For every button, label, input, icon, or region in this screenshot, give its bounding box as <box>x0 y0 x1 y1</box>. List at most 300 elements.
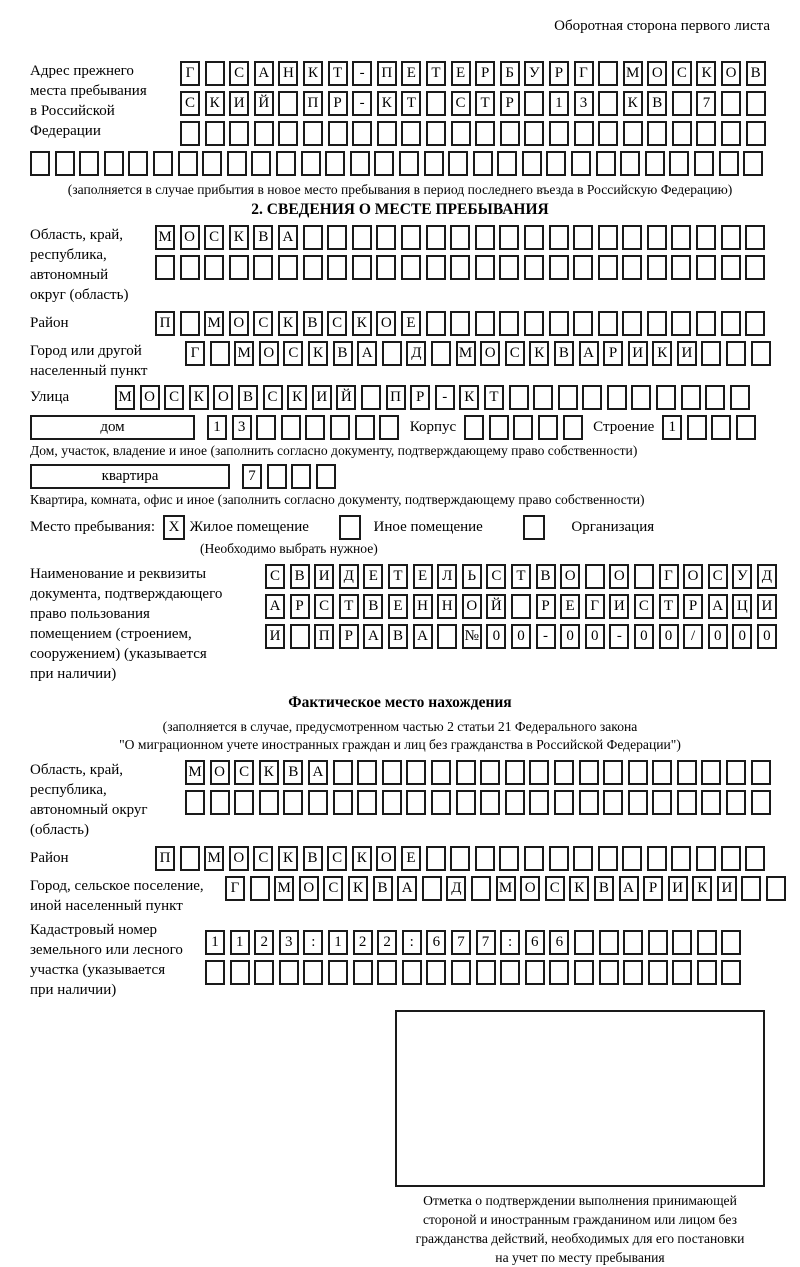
char-box: Р <box>290 594 310 619</box>
char-box: Е <box>560 594 580 619</box>
char-box <box>585 564 605 589</box>
checkbox-zhiloe: X <box>163 515 185 540</box>
char-box: Р <box>475 61 495 86</box>
char-box <box>333 790 353 815</box>
char-box <box>426 121 446 146</box>
char-box: : <box>402 930 422 955</box>
char-box <box>308 790 328 815</box>
char-box: 6 <box>525 930 545 955</box>
char-box <box>229 255 249 280</box>
char-box: И <box>668 876 688 901</box>
char-box <box>55 151 75 176</box>
char-box: И <box>677 341 697 366</box>
char-box: М <box>456 341 476 366</box>
char-box: Р <box>603 341 623 366</box>
char-box <box>499 846 519 871</box>
char-box: Б <box>500 61 520 86</box>
char-box <box>533 385 553 410</box>
char-box <box>328 960 348 985</box>
char-box <box>573 846 593 871</box>
char-box <box>451 121 471 146</box>
char-box: К <box>529 341 549 366</box>
char-box: Г <box>585 594 605 619</box>
char-box <box>406 760 426 785</box>
option-inoe-label: Иное помещение <box>373 519 483 535</box>
char-box: С <box>253 846 273 871</box>
char-box: М <box>155 225 175 250</box>
char-box: 2 <box>353 930 373 955</box>
char-box <box>603 790 623 815</box>
char-box <box>549 846 569 871</box>
mesto-hint: (Необходимо выбрать нужное) <box>200 541 378 556</box>
char-box: О <box>229 311 249 336</box>
char-box <box>582 385 602 410</box>
char-box <box>505 760 525 785</box>
char-box <box>538 415 558 440</box>
char-box <box>305 415 325 440</box>
char-box: 0 <box>486 624 506 649</box>
char-box: - <box>536 624 556 649</box>
char-box <box>330 415 350 440</box>
char-box: Р <box>410 385 430 410</box>
char-box: О <box>721 61 741 86</box>
char-box: С <box>229 61 249 86</box>
char-box: Т <box>388 564 408 589</box>
char-box <box>499 255 519 280</box>
char-box <box>554 760 574 785</box>
doc-row-1 <box>265 564 781 589</box>
prev-address-row-1 <box>180 61 770 86</box>
char-box <box>303 255 323 280</box>
char-box <box>178 151 198 176</box>
char-box <box>648 930 668 955</box>
char-box: И <box>717 876 737 901</box>
char-box: И <box>757 594 777 619</box>
char-box: О <box>462 594 482 619</box>
stroenie-label: Строение <box>593 419 655 435</box>
char-box: Т <box>401 91 421 116</box>
char-box <box>743 151 763 176</box>
char-box: 2 <box>254 930 274 955</box>
char-box <box>180 255 200 280</box>
char-box: Е <box>401 61 421 86</box>
char-box: 0 <box>585 624 605 649</box>
char-box <box>377 960 397 985</box>
char-box: 0 <box>708 624 728 649</box>
char-box <box>620 151 640 176</box>
char-box <box>205 960 225 985</box>
char-box <box>598 225 618 250</box>
char-box <box>571 151 591 176</box>
char-box <box>301 151 321 176</box>
char-box <box>623 960 643 985</box>
char-box <box>473 151 493 176</box>
char-box <box>406 790 426 815</box>
fact-oblast-rows <box>185 760 775 820</box>
char-box <box>607 385 627 410</box>
kvartira-field: квартира <box>30 464 230 489</box>
char-box <box>647 225 667 250</box>
char-box: П <box>155 311 175 336</box>
char-box <box>558 385 578 410</box>
char-box <box>681 385 701 410</box>
char-box <box>422 876 442 901</box>
char-box <box>399 151 419 176</box>
char-box <box>726 790 746 815</box>
page-side-note: Оборотная сторона первого листа <box>554 18 770 34</box>
char-box: Н <box>437 594 457 619</box>
char-box: С <box>486 564 506 589</box>
char-box: П <box>377 61 397 86</box>
char-box <box>745 225 765 250</box>
char-box: К <box>303 61 323 86</box>
char-box: С <box>505 341 525 366</box>
char-box <box>672 91 692 116</box>
char-box: О <box>299 876 319 901</box>
fact-gorod-label: Город, сельское поселение, иной населенный пункт <box>30 878 204 914</box>
char-box <box>671 255 691 280</box>
char-box: С <box>451 91 471 116</box>
char-box <box>721 930 741 955</box>
char-box <box>766 876 786 901</box>
char-box <box>598 311 618 336</box>
char-box <box>647 311 667 336</box>
fact-title: Фактическое место нахождения <box>288 694 512 711</box>
char-box <box>741 876 761 901</box>
ulitsa-label: Улица <box>30 389 70 405</box>
char-box <box>450 311 470 336</box>
char-box <box>672 930 692 955</box>
char-box: Р <box>328 91 348 116</box>
char-box: К <box>278 311 298 336</box>
char-box: 3 <box>279 930 299 955</box>
char-box: К <box>692 876 712 901</box>
char-box <box>357 790 377 815</box>
char-box <box>751 760 771 785</box>
char-box <box>254 960 274 985</box>
oblast-row-1 <box>155 225 770 250</box>
char-box <box>456 760 476 785</box>
char-box <box>574 121 594 146</box>
char-box: О <box>376 311 396 336</box>
char-box <box>554 790 574 815</box>
char-box <box>500 121 520 146</box>
fact-oblast-block <box>30 760 770 846</box>
char-box <box>325 151 345 176</box>
char-box: К <box>287 385 307 410</box>
char-box: К <box>205 91 225 116</box>
mesto-block <box>30 515 770 540</box>
char-box <box>573 311 593 336</box>
char-box: И <box>229 91 249 116</box>
char-box: - <box>352 91 372 116</box>
char-box <box>701 341 721 366</box>
raion-block <box>30 311 770 341</box>
char-box: С <box>164 385 184 410</box>
char-box <box>79 151 99 176</box>
char-box: В <box>333 341 353 366</box>
char-box <box>623 121 643 146</box>
char-box <box>509 385 529 410</box>
char-box <box>230 960 250 985</box>
char-box: Ь <box>462 564 482 589</box>
char-box <box>278 121 298 146</box>
stamp-caption: Отметка о подтверждении выполнения принимающей стороной и иностранным гражданином или лицом без гражданства действий, необходимых для его постановки на учет по месту пребывания <box>415 1193 745 1265</box>
char-box <box>424 151 444 176</box>
char-box <box>546 151 566 176</box>
char-box: В <box>363 594 383 619</box>
char-box: В <box>253 225 273 250</box>
char-box <box>431 760 451 785</box>
char-box <box>622 255 642 280</box>
char-box <box>598 255 618 280</box>
prev-address-row-4 <box>30 151 770 176</box>
char-box <box>669 151 689 176</box>
char-box <box>603 760 623 785</box>
char-box <box>549 255 569 280</box>
char-box <box>529 790 549 815</box>
char-box <box>471 876 491 901</box>
char-box: О <box>560 564 580 589</box>
char-box <box>677 790 697 815</box>
char-box: М <box>204 846 224 871</box>
char-box <box>377 121 397 146</box>
char-box: С <box>263 385 283 410</box>
char-box: И <box>314 564 334 589</box>
char-box <box>256 415 276 440</box>
oblast-rows <box>155 225 770 285</box>
char-box: 1 <box>328 930 348 955</box>
fact-oblast-row-2 <box>185 790 775 815</box>
char-box <box>705 385 725 410</box>
char-box: М <box>623 61 643 86</box>
char-box: М <box>496 876 516 901</box>
char-box <box>205 61 225 86</box>
char-box: Р <box>549 61 569 86</box>
char-box <box>721 311 741 336</box>
oblast-row-2 <box>155 255 770 280</box>
char-box: А <box>254 61 274 86</box>
ulitsa-row <box>115 385 754 410</box>
char-box <box>525 960 545 985</box>
char-box: О <box>140 385 160 410</box>
char-box <box>316 464 336 489</box>
char-box <box>374 151 394 176</box>
char-box <box>598 91 618 116</box>
char-box <box>303 121 323 146</box>
char-box <box>524 255 544 280</box>
char-box: К <box>569 876 589 901</box>
char-box: Р <box>683 594 703 619</box>
fact-oblast-row-1 <box>185 760 775 785</box>
char-box: 1 <box>205 930 225 955</box>
char-box: Т <box>328 61 348 86</box>
char-box: И <box>312 385 332 410</box>
char-box: Т <box>659 594 679 619</box>
char-box <box>696 311 716 336</box>
char-box <box>475 846 495 871</box>
char-box <box>475 311 495 336</box>
char-box: О <box>609 564 629 589</box>
char-box <box>579 790 599 815</box>
char-box: О <box>647 61 667 86</box>
prev-address-row-3 <box>180 121 770 146</box>
char-box <box>431 790 451 815</box>
char-box <box>656 385 676 410</box>
char-box: К <box>352 846 372 871</box>
char-box <box>426 255 446 280</box>
checkbox-inoe <box>339 515 361 540</box>
char-box: М <box>204 311 224 336</box>
char-box: А <box>265 594 285 619</box>
char-box <box>451 960 471 985</box>
char-box <box>185 790 205 815</box>
char-box <box>450 846 470 871</box>
char-box: В <box>594 876 614 901</box>
char-box <box>574 960 594 985</box>
char-box: В <box>536 564 556 589</box>
char-box <box>671 225 691 250</box>
char-box: К <box>229 225 249 250</box>
char-box <box>647 846 667 871</box>
char-box <box>278 255 298 280</box>
char-box <box>401 255 421 280</box>
char-box <box>634 564 654 589</box>
char-box: 1 <box>230 930 250 955</box>
char-box: В <box>554 341 574 366</box>
char-box <box>726 341 746 366</box>
char-box: Г <box>185 341 205 366</box>
char-box: У <box>732 564 752 589</box>
char-box: И <box>628 341 648 366</box>
char-box: - <box>435 385 455 410</box>
korpus-label: Корпус <box>409 419 457 435</box>
char-box: Е <box>413 564 433 589</box>
char-box <box>623 930 643 955</box>
char-box: А <box>413 624 433 649</box>
char-box: М <box>115 385 135 410</box>
char-box <box>281 415 301 440</box>
section2-title: 2. СВЕДЕНИЯ О МЕСТЕ ПРЕБЫВАНИЯ <box>251 201 549 218</box>
char-box <box>352 255 372 280</box>
char-box: Е <box>363 564 383 589</box>
char-box <box>696 121 716 146</box>
char-box <box>579 760 599 785</box>
char-box <box>476 960 496 985</box>
char-box <box>745 311 765 336</box>
char-box <box>250 876 270 901</box>
char-box <box>719 151 739 176</box>
char-box <box>671 311 691 336</box>
raion-row <box>155 311 770 336</box>
stroenie-row <box>662 415 760 440</box>
doc-row-2 <box>265 594 781 619</box>
char-box <box>513 415 533 440</box>
char-box: К <box>348 876 368 901</box>
char-box <box>696 846 716 871</box>
char-box <box>355 415 375 440</box>
char-box: М <box>185 760 205 785</box>
char-box: В <box>283 760 303 785</box>
char-box <box>701 760 721 785</box>
char-box: В <box>290 564 310 589</box>
char-box <box>549 960 569 985</box>
char-box: О <box>213 385 233 410</box>
char-box <box>210 341 230 366</box>
char-box <box>628 790 648 815</box>
char-box: И <box>265 624 285 649</box>
char-box <box>327 225 347 250</box>
char-box <box>475 225 495 250</box>
fact-caption: (заполняется в случае, предусмотренном частью 2 статьи 21 Федерального закона "О миграционном учете иностранных граждан и лиц без гражданства в Российской Федерации") <box>119 719 681 752</box>
char-box <box>652 790 672 815</box>
char-box <box>574 930 594 955</box>
prev-address-label: Адрес прежнего места пребывания в Российской Федерации <box>30 63 147 139</box>
char-box <box>622 311 642 336</box>
char-box: С <box>327 311 347 336</box>
char-box <box>499 311 519 336</box>
char-box <box>522 151 542 176</box>
char-box <box>599 930 619 955</box>
char-box <box>328 121 348 146</box>
char-box: 6 <box>549 930 569 955</box>
oblast-block <box>30 225 770 311</box>
char-box <box>599 960 619 985</box>
char-box: П <box>155 846 175 871</box>
char-box: С <box>234 760 254 785</box>
kvartira-block <box>30 464 770 489</box>
char-box: № <box>462 624 482 649</box>
char-box <box>229 121 249 146</box>
option-organizatsiya-label: Организация <box>571 519 655 535</box>
char-box: 0 <box>732 624 752 649</box>
char-box: А <box>619 876 639 901</box>
char-box <box>254 121 274 146</box>
char-box: Ц <box>732 594 752 619</box>
kadastr-block <box>30 920 770 1004</box>
char-box <box>489 415 509 440</box>
char-box <box>382 790 402 815</box>
char-box: О <box>683 564 703 589</box>
char-box <box>376 255 396 280</box>
char-box: О <box>376 846 396 871</box>
char-box <box>464 415 484 440</box>
char-box <box>234 790 254 815</box>
char-box: М <box>234 341 254 366</box>
char-box <box>672 121 692 146</box>
char-box <box>711 415 731 440</box>
dom-field: дом <box>30 415 195 440</box>
char-box: Т <box>484 385 504 410</box>
kadastr-row-2 <box>205 960 746 985</box>
fact-gorod-row <box>225 876 791 901</box>
char-box <box>426 91 446 116</box>
gorod-block <box>30 341 770 385</box>
char-box <box>672 960 692 985</box>
char-box <box>726 760 746 785</box>
prev-address-rows <box>180 61 770 151</box>
fact-oblast-label: Область, край, республика, автономный округ (область) <box>30 762 148 838</box>
char-box: Й <box>336 385 356 410</box>
char-box: 6 <box>426 930 446 955</box>
char-box: К <box>352 311 372 336</box>
char-box: П <box>314 624 334 649</box>
fact-gorod-block <box>30 876 770 920</box>
char-box <box>511 594 531 619</box>
char-box: 7 <box>242 464 262 489</box>
kadastr-rows <box>205 920 746 990</box>
char-box <box>30 151 50 176</box>
